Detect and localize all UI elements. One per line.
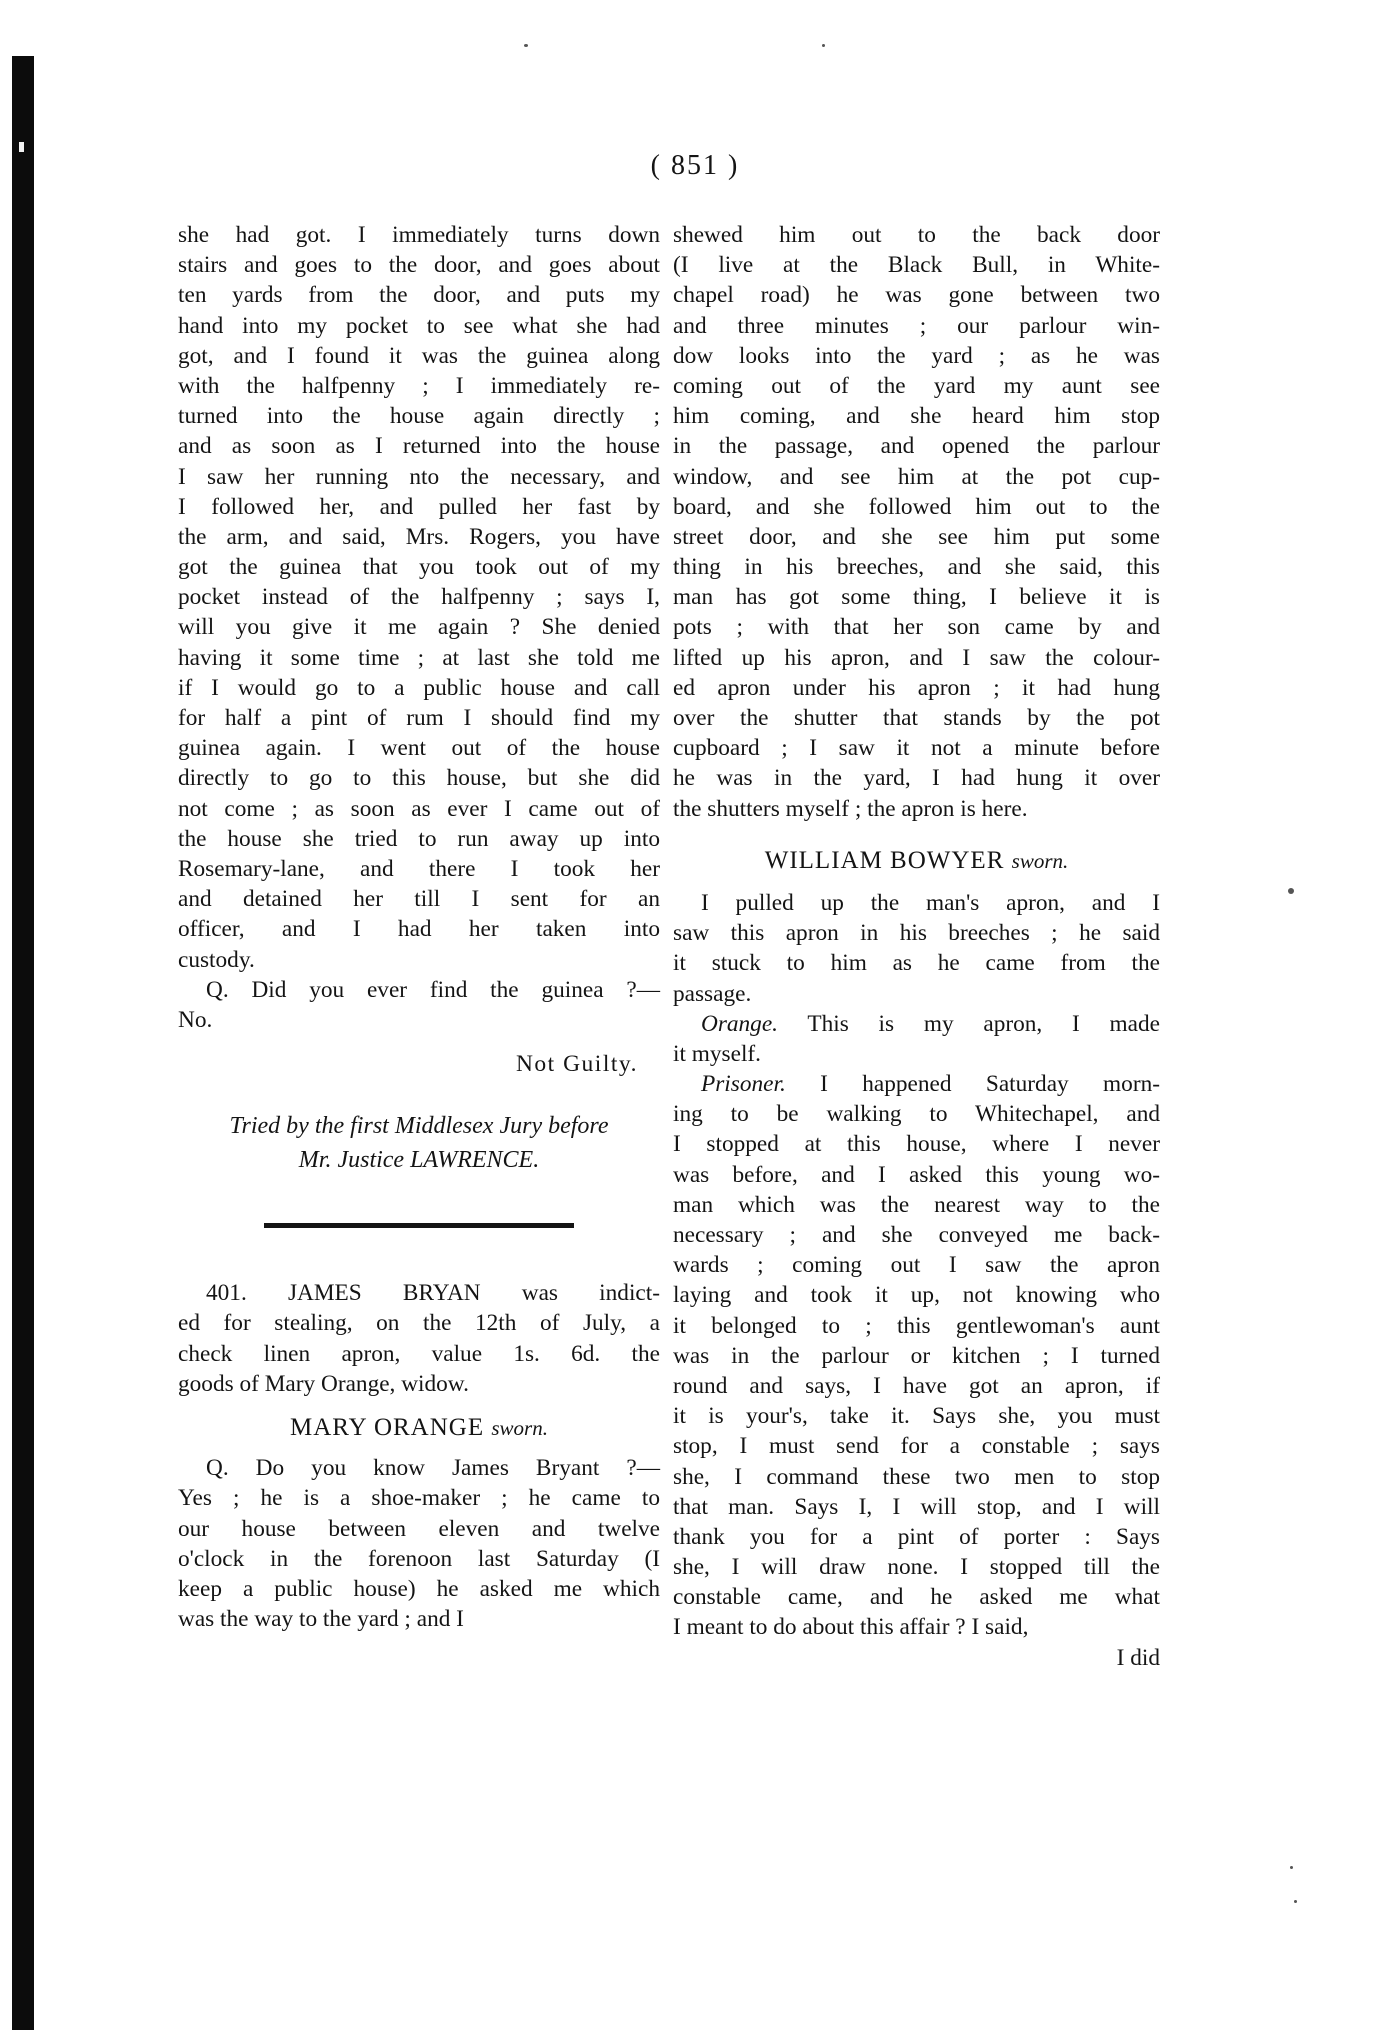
text-line: it stuck to him as he came from the (673, 950, 1160, 977)
scan-speck (1294, 1900, 1297, 1903)
text-line: ten yards from the door, and puts my (178, 282, 660, 309)
page-number: ( 851 ) (650, 150, 740, 181)
text-line: turned into the house again directly ; (178, 403, 660, 430)
text-line: dow looks into the yard ; as he was (673, 342, 1160, 369)
scan-speck (1290, 1866, 1293, 1869)
text-line: window, and see him at the pot cup- (673, 463, 1160, 490)
text-line: Q. Do you know James Bryant ?— (206, 1455, 660, 1482)
testimony-paragraph (673, 220, 1160, 824)
witness-name: MARY ORANGE (290, 1414, 485, 1442)
text-line (673, 1069, 1160, 1099)
text-line: ed for stealing, on the 12th of July, a (178, 1310, 660, 1337)
indictment-paragraph (178, 1278, 660, 1399)
text-line: our house between eleven and twelve (178, 1515, 660, 1542)
text-line: necessary ; and she conveyed me back- (673, 1222, 1160, 1249)
text-line: street door, and she see him put some (673, 523, 1160, 550)
text-line: was the way to the yard ; and I (178, 1606, 464, 1633)
witness-testimony (178, 1453, 660, 1634)
text-line: lifted up his apron, and I saw the colour- (673, 644, 1160, 671)
text-line: ed apron under his apron ; it had hung (673, 674, 1160, 701)
text-line: Yes ; he is a shoe-maker ; he came to (178, 1485, 660, 1512)
text-line: passage. (673, 980, 752, 1007)
text-line: with the halfpenny ; I immediately re- (178, 372, 660, 399)
text-line: thank you for a pint of porter : Says (673, 1523, 1160, 1550)
text-line: not come ; as soon as ever I came out of (178, 795, 660, 822)
trial-note (178, 1109, 660, 1177)
section-rule (264, 1223, 574, 1228)
text-line: I followed her, and pulled her fast by (178, 493, 660, 520)
text-line: man which was the nearest way to the (673, 1191, 1160, 1218)
trial-line: Tried by the first Middlesex Jury before (229, 1113, 609, 1140)
text-line: thing in his breeches, and she said, this (673, 554, 1160, 581)
text-line: that man. Says I, I will stop, and I will (673, 1493, 1160, 1520)
text-line: directly to go to this house, but she did (178, 765, 660, 792)
text-line: check linen apron, value 1s. 6d. the (178, 1340, 660, 1367)
text-line: ing to be walking to Whitechapel, and (673, 1101, 1160, 1128)
text-line: she, I command these two men to stop (673, 1463, 1160, 1490)
text-line: for half a pint of rum I should find my (178, 705, 660, 731)
speaker-label: Orange. (701, 1010, 779, 1037)
text-line: keep a public house) he asked me which (178, 1575, 660, 1602)
text-line: got the guinea that you took out of my (178, 554, 660, 581)
text-line: stop, I must send for a constable ; says (673, 1433, 1160, 1460)
text-line: (I live at the Black Bull, in White- (673, 252, 1160, 279)
text-line: she had got. I immediately turns down (178, 222, 660, 248)
scan-speck (1288, 888, 1294, 894)
scan-speck (822, 44, 825, 47)
text-line: I saw her running nto the necessary, and (178, 463, 660, 490)
question-answer (178, 975, 660, 1035)
text-line: I pulled up the man's apron, and I (701, 889, 1160, 916)
text-line: constable came, and he asked me what (673, 1584, 1160, 1611)
text-line: the shutters myself ; the apron is here. (673, 795, 1028, 822)
text-line: and three minutes ; our parlour win- (673, 312, 1160, 339)
text-line: saw this apron in his breeches ; he said (673, 920, 1160, 947)
text-line: laying and took it up, not knowing who (673, 1282, 1160, 1309)
text-line: Q. Did you ever find the guinea ?— (206, 976, 660, 1003)
text-line: Rosemary-lane, and there I took her (178, 855, 660, 882)
left-column (178, 220, 660, 1634)
text-line: goods of Mary Orange, widow. (178, 1370, 469, 1397)
text-line: I meant to do about this affair ? I said, (673, 1614, 1029, 1641)
text-line: it myself. (673, 1040, 762, 1067)
text-line: and detained her till I sent for an (178, 886, 660, 913)
orange-statement (673, 1009, 1160, 1069)
text-line: will you give it me again ? She denied (178, 614, 660, 641)
text-line: I stopped at this house, where I never (673, 1131, 1160, 1158)
text-line: and as soon as I returned into the house (178, 433, 660, 460)
text-line: No. (178, 1006, 213, 1033)
text-line: stairs and goes to the door, and goes about (178, 252, 660, 279)
witness-heading (178, 1413, 660, 1443)
right-column (673, 220, 1160, 1673)
text-line: o'clock in the forenoon last Saturday (I (178, 1545, 660, 1572)
text-line: wards ; coming out I saw the apron (673, 1252, 1160, 1279)
text-line: officer, and I had her taken into (178, 916, 660, 943)
sworn-label: sworn. (1011, 848, 1069, 873)
text-line: in the passage, and opened the parlour (673, 433, 1160, 460)
prisoner-statement (673, 1069, 1160, 1643)
verdict: Not Guilty. (515, 1051, 638, 1078)
text-line: having it some time ; at last she told me (178, 644, 660, 671)
witness-name: WILLIAM BOWYER (764, 846, 1005, 874)
text-line: the house she tried to run away up into (178, 825, 660, 852)
testimony-paragraph (178, 220, 660, 975)
line-text: This is my apron, I made (807, 1010, 1160, 1037)
text-line: he was in the yard, I had hung it over (673, 765, 1160, 792)
text-line: man has got some thing, I believe it is (673, 584, 1160, 611)
text-line: round and says, I have got an apron, if (673, 1372, 1160, 1399)
catchword: I did (1116, 1644, 1160, 1671)
text-line (673, 1009, 1160, 1039)
line-text: I happened Saturday morn- (820, 1071, 1160, 1098)
text-line: the arm, and said, Mrs. Rogers, you have (178, 523, 660, 550)
text-line: shewed him out to the back door (673, 222, 1160, 248)
text-line: was before, and I asked this young wo- (673, 1161, 1160, 1188)
scan-speck (524, 44, 528, 47)
text-line: she, I will draw none. I stopped till the (673, 1554, 1160, 1581)
text-line: coming out of the yard my aunt see (673, 372, 1160, 399)
scan-edge-shadow (12, 56, 34, 2030)
text-line: pocket instead of the halfpenny ; says I, (178, 584, 660, 611)
text-line: hand into my pocket to see what she had (178, 312, 660, 339)
witness-heading (673, 846, 1160, 876)
text-line: got, and I found it was the guinea along (178, 342, 660, 369)
text-line: guinea again. I went out of the house (178, 735, 660, 762)
witness-testimony (673, 888, 1160, 1009)
sworn-label: sworn. (491, 1416, 548, 1441)
text-line: it is your's, take it. Says she, you must (673, 1403, 1160, 1430)
trial-line: Mr. Justice LAWRENCE. (298, 1147, 540, 1174)
text-line: cupboard ; I saw it not a minute before (673, 735, 1160, 762)
text-line: over the shutter that stands by the pot (673, 705, 1160, 731)
text-line: it belonged to ; this gentlewoman's aunt (673, 1312, 1160, 1339)
text-line: chapel road) he was gone between two (673, 282, 1160, 309)
text-line: was in the parlour or kitchen ; I turned (673, 1342, 1160, 1369)
text-line: 401. JAMES BRYAN was indict- (206, 1280, 660, 1307)
text-line: board, and she followed him out to the (673, 493, 1160, 520)
text-line: custody. (178, 946, 255, 973)
text-line: if I would go to a public house and call (178, 674, 660, 701)
text-line: him coming, and she heard him stop (673, 403, 1160, 430)
text-line: pots ; with that her son came by and (673, 614, 1160, 641)
speaker-label: Prisoner. (701, 1071, 786, 1098)
